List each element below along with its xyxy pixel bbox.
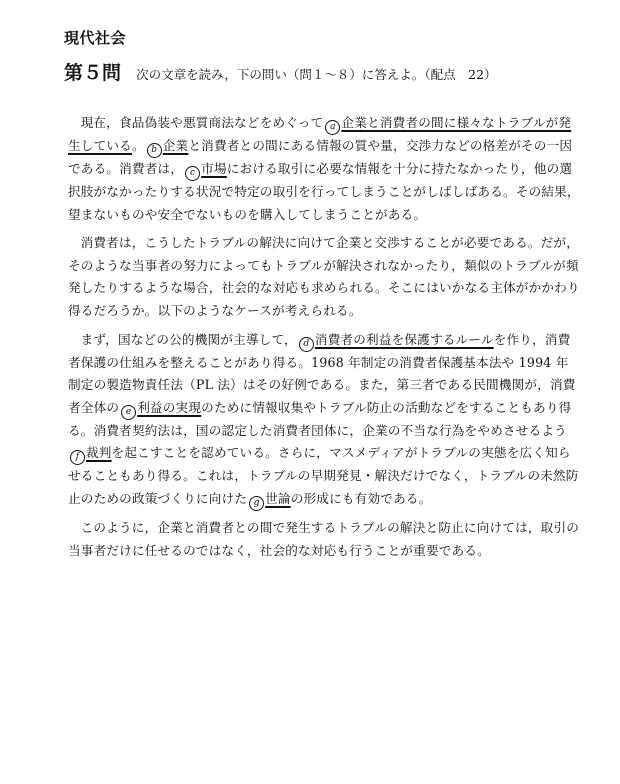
marker-e: e	[121, 405, 136, 420]
paragraph-4: このように，企業と消費者との間で発生するトラブルの解決と防止に向けては，取引の当事者だけに任せるのではなく，社会的な対応も行うことが重要である。	[68, 519, 580, 558]
underlined-phrase-g: 世論	[265, 490, 291, 506]
paragraph-2: 消費者は，こうしたトラブルの解決に向けて企業と交渉することが必要である。だが，そのような当事者の努力によってもトラブルが解決されなかったり，類似のトラブルが頻発したりするような場合，社会的な対応も求められる。そこにはいかなる主体がかかわり得るだろうか。以下のようなケースが考えられる。	[68, 235, 580, 318]
question-number: 第５問	[64, 62, 122, 84]
marker-c: c	[185, 166, 200, 181]
marker-f: f	[70, 450, 85, 465]
underlined-phrase-b: 企業	[162, 138, 189, 153]
underlined-phrase-e: 利益の実現	[137, 399, 202, 415]
text-segment: における取引に必要な情報を十分に持たなかったり，他の選択肢がなかったりする状況で特定の取引を行ってしまうことがしばしばある。その結果，望まないものや安全でないものを購入してしまうことがある。	[68, 161, 580, 222]
text-segment: を作り，消費者保護の仕組みを整えることがあり得る。1968 年制定の消費者保護基本法や 1994 年制定の製造物責任法（PL 法）はその好例である。また，第三者である民間機関が，消費者全体の	[68, 331, 576, 415]
paragraph-3	[68, 329, 580, 511]
text-segment: の形成にも有効である。	[290, 490, 432, 506]
question-instruction: 次の文章を読み，下の問い（問１～８）に答えよ。（配点 22）	[136, 67, 497, 82]
marker-b: b	[147, 143, 162, 158]
text-segment: 。	[131, 138, 145, 153]
marker-d: d	[299, 337, 314, 352]
underlined-phrase-c: 市場	[201, 161, 227, 176]
underlined-phrase-f: 裁判	[86, 445, 112, 461]
text-segment: のために情報収集やトラブル防止の活動などをすることもあり得る。消費者契約法は，国の認定した消費者団体に，企業の不当な行為をやめさせるよう	[68, 399, 572, 438]
marker-a: a	[325, 120, 340, 135]
paragraph-1	[68, 112, 580, 226]
underlined-phrase-a: 企業と消費者の間に様々なトラブルが発生している	[68, 115, 572, 153]
text-segment: まず，国などの公的機関が主導して，	[80, 331, 297, 347]
question-header	[64, 58, 497, 85]
reading-passage	[68, 112, 580, 562]
text-segment: を起こすことを認めている。さらに，マスメディアがトラブルの実態を広く知らせることもあり得る。これは，トラブルの早期発見・解決だけでなく，トラブルの未然防止のための政策づくりに向けた	[68, 445, 579, 506]
text-segment: 現在，食品偽装や悪質商法などをめぐって	[80, 115, 324, 130]
marker-g: g	[249, 496, 264, 511]
underlined-phrase-d: 消費者の利益を保護するルール	[314, 331, 494, 347]
text-segment: と消費者との間にある情報の質や量，交渉力などの格差がその一因である。消費者は，	[68, 138, 573, 176]
subject-title: 現代社会	[64, 29, 127, 47]
